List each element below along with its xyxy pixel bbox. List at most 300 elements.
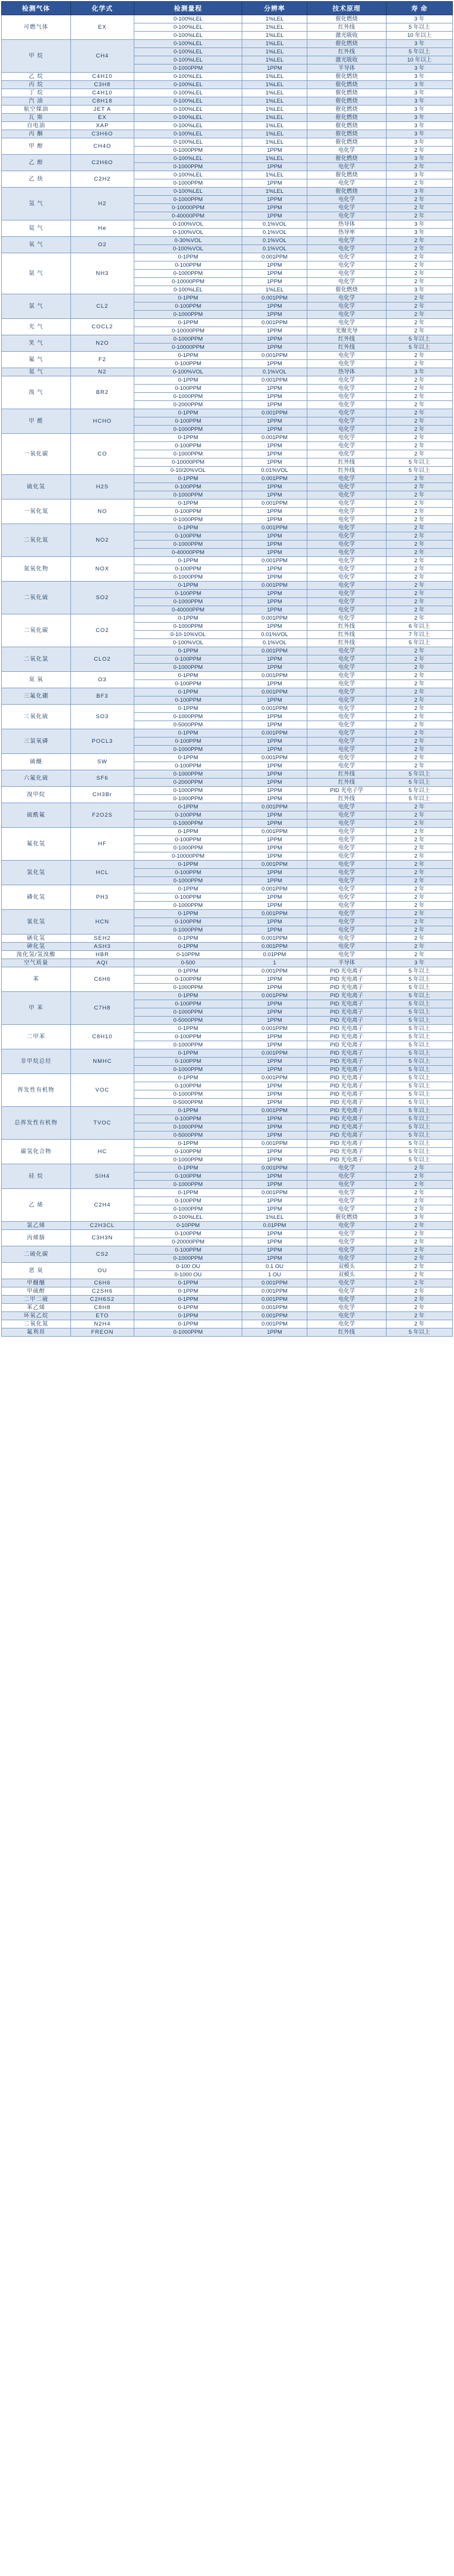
cell-resolution: 0.1%VOL <box>242 245 307 253</box>
table-row <box>2 582 453 590</box>
cell-resolution: 1PPM <box>242 696 307 705</box>
cell-technology: 催化燃烧 <box>307 89 386 97</box>
cell-technology: 催化燃烧 <box>307 286 386 294</box>
cell-measuring-range: 0-100%LEL <box>134 56 242 64</box>
cell-technology: 电化学 <box>307 163 386 171</box>
cell-lifespan: 2 年 <box>386 319 452 327</box>
cell-lifespan: 2 年 <box>386 705 452 713</box>
cell-gas-name: 非甲烷总烃 <box>2 1049 71 1074</box>
table-row <box>2 787 453 795</box>
cell-measuring-range: 0-1000PPM <box>134 795 242 803</box>
cell-gas-name: 汽 油 <box>2 97 71 106</box>
cell-technology: 催化燃烧 <box>307 114 386 122</box>
cell-technology: 电化学 <box>307 491 386 499</box>
cell-lifespan: 5 年以上 <box>386 787 452 795</box>
cell-resolution: 1PPM <box>242 508 307 516</box>
cell-gas-name: 三氟化硼 <box>2 688 71 705</box>
cell-measuring-range: 0-100%VOL <box>134 245 242 253</box>
cell-technology: 电化学 <box>307 713 386 721</box>
cell-gas-name: 乙 烷 <box>2 73 71 81</box>
cell-technology: 电化学 <box>307 524 386 532</box>
cell-resolution: 0.001PPM <box>242 253 307 261</box>
cell-lifespan: 5 年以上 <box>386 1328 452 1337</box>
cell-resolution: 1PPM <box>242 541 307 549</box>
cell-gas-name: 笑 气 <box>2 335 71 352</box>
cell-gas-name: 甲 苯 <box>2 992 71 1025</box>
cell-measuring-range: 0-100%LEL <box>134 73 242 81</box>
cell-lifespan: 3 年 <box>386 138 452 147</box>
cell-lifespan: 5 年以上 <box>386 1082 452 1090</box>
cell-chemical-formula: C6H6 <box>70 967 134 992</box>
table-row <box>2 1164 453 1173</box>
cell-lifespan: 2 年 <box>386 147 452 155</box>
cell-resolution: 1PPM <box>242 147 307 155</box>
cell-measuring-range: 0-5000PPM <box>134 1131 242 1140</box>
cell-technology: 电化学 <box>307 393 386 401</box>
cell-resolution: 0.001PPM <box>242 943 307 951</box>
table-row <box>2 729 453 738</box>
cell-technology: 电化学 <box>307 1287 386 1296</box>
cell-lifespan: 5 年以上 <box>386 1058 452 1066</box>
cell-lifespan: 2 年 <box>386 352 452 360</box>
cell-measuring-range: 0-1PPM <box>134 1304 242 1312</box>
cell-measuring-range: 0-1PPM <box>134 434 242 442</box>
cell-lifespan: 2 年 <box>386 721 452 729</box>
cell-gas-name: 甲 醛 <box>2 409 71 434</box>
cell-gas-name: 氨 气 <box>2 253 71 294</box>
cell-resolution: 1PPM <box>242 458 307 467</box>
cell-resolution: 1PPM <box>242 344 307 352</box>
cell-lifespan: 3 年 <box>386 106 452 114</box>
cell-measuring-range: 0-100PPM <box>134 893 242 902</box>
cell-resolution: 0.001PPM <box>242 1140 307 1148</box>
cell-measuring-range: 0-1PPM <box>134 1025 242 1033</box>
cell-measuring-range: 0-40000PPM <box>134 549 242 557</box>
cell-measuring-range: 0-1PPM <box>134 672 242 680</box>
cell-measuring-range: 0-100%LEL <box>134 15 242 23</box>
table-row <box>2 1025 453 1033</box>
cell-lifespan: 5 年以上 <box>386 335 452 344</box>
table-row <box>2 828 453 836</box>
cell-resolution: 1PPM <box>242 270 307 278</box>
cell-technology: 催化燃烧 <box>307 1214 386 1222</box>
cell-gas-name: 硒化氢 <box>2 934 71 943</box>
table-row <box>2 376 453 385</box>
cell-measuring-range: 0-1PPM <box>134 557 242 565</box>
cell-technology: 电化学 <box>307 828 386 836</box>
cell-measuring-range: 0-1000PPM <box>134 746 242 754</box>
cell-chemical-formula: JET A <box>70 106 134 114</box>
cell-resolution: 0.1 OU <box>242 1263 307 1271</box>
cell-lifespan: 5 年以上 <box>386 1099 452 1107</box>
cell-resolution: 1PPM <box>242 1115 307 1123</box>
cell-gas-name: 硫化氢 <box>2 475 71 499</box>
cell-technology: 电化学 <box>307 401 386 409</box>
cell-technology: 电化学 <box>307 680 386 688</box>
cell-technology: 电化学 <box>307 212 386 220</box>
cell-gas-name: 氯化氢 <box>2 861 71 885</box>
cell-technology: 电化学 <box>307 902 386 910</box>
table-row <box>2 1279 453 1287</box>
cell-technology: 催化燃烧 <box>307 40 386 48</box>
cell-chemical-formula: XAP <box>70 122 134 130</box>
cell-resolution: 0.01%VOL <box>242 467 307 475</box>
cell-resolution: 1%LEL <box>242 32 307 40</box>
cell-lifespan: 5 年以上 <box>386 1074 452 1082</box>
cell-technology: 电化学 <box>307 1255 386 1263</box>
cell-measuring-range: 0-100%LEL <box>134 81 242 89</box>
cell-measuring-range: 0-1PPM <box>134 294 242 303</box>
table-row <box>2 434 453 442</box>
cell-resolution: 1PPM <box>242 738 307 746</box>
cell-gas-name: 三氧化硫 <box>2 705 71 729</box>
cell-measuring-range: 0-5000PPM <box>134 721 242 729</box>
cell-technology: 电化学 <box>307 196 386 204</box>
cell-measuring-range: 0-1PPM <box>134 934 242 943</box>
cell-resolution: 0.1%VOL <box>242 229 307 237</box>
cell-measuring-range: 0-1000PPM <box>134 1205 242 1214</box>
cell-resolution: 1PPM <box>242 401 307 409</box>
cell-measuring-range: 0-1000PPM <box>134 770 242 779</box>
cell-resolution: 1PPM <box>242 1058 307 1066</box>
cell-lifespan: 10 年以上 <box>386 56 452 64</box>
cell-resolution: 0.001PPM <box>242 376 307 385</box>
cell-lifespan: 3 年 <box>386 81 452 89</box>
cell-lifespan: 2 年 <box>386 696 452 705</box>
gas-detection-spec-sheet <box>0 1 454 1337</box>
cell-resolution: 0.001PPM <box>242 885 307 893</box>
cell-technology: 电化学 <box>307 606 386 614</box>
cell-lifespan: 2 年 <box>386 680 452 688</box>
cell-measuring-range: 0-1PPM <box>134 1296 242 1304</box>
cell-gas-name: 氦 气 <box>2 220 71 237</box>
cell-technology: 电化学 <box>307 253 386 261</box>
cell-measuring-range: 0-100PPM <box>134 1000 242 1008</box>
table-row <box>2 352 453 360</box>
table-row <box>2 1246 453 1255</box>
cell-technology: 电化学 <box>307 1312 386 1320</box>
cell-lifespan: 3 年 <box>386 64 452 73</box>
cell-lifespan: 5 年以上 <box>386 1115 452 1123</box>
cell-resolution: 1%LEL <box>242 106 307 114</box>
cell-lifespan: 2 年 <box>386 902 452 910</box>
cell-technology: PID 光电子学 <box>307 787 386 795</box>
cell-measuring-range: 0-1PPM <box>134 967 242 976</box>
cell-technology: 电化学 <box>307 803 386 811</box>
cell-chemical-formula: CO <box>70 434 134 475</box>
cell-technology: PID 光电离子 <box>307 1008 386 1017</box>
cell-measuring-range: 0-100PPM <box>134 532 242 541</box>
cell-measuring-range: 0-100PPM <box>134 738 242 746</box>
cell-technology: PID 光电离子 <box>307 1090 386 1099</box>
cell-resolution: 0.001PPM <box>242 1296 307 1304</box>
table-row <box>2 499 453 508</box>
cell-lifespan: 2 年 <box>386 1255 452 1263</box>
cell-technology: PID 光电离子 <box>307 1033 386 1041</box>
cell-resolution: 1PPM <box>242 836 307 844</box>
cell-resolution: 1PPM <box>242 64 307 73</box>
cell-resolution: 0.001PPM <box>242 1025 307 1033</box>
cell-technology: 红外线 <box>307 631 386 639</box>
cell-measuring-range: 0-1PPM <box>134 319 242 327</box>
cell-gas-name: 氢 气 <box>2 188 71 220</box>
cell-technology: 电化学 <box>307 1205 386 1214</box>
cell-resolution: 0.001PPM <box>242 1049 307 1058</box>
cell-resolution: 1%LEL <box>242 188 307 196</box>
cell-chemical-formula: C2H6O <box>70 155 134 171</box>
cell-lifespan: 2 年 <box>386 754 452 762</box>
cell-resolution: 1PPM <box>242 926 307 934</box>
table-row <box>2 934 453 943</box>
cell-measuring-range: 0-1000PPM <box>134 163 242 171</box>
cell-measuring-range: 0-1000PPM <box>134 491 242 499</box>
cell-lifespan: 2 年 <box>386 885 452 893</box>
cell-resolution: 0.001PPM <box>242 910 307 918</box>
cell-technology: 电化学 <box>307 885 386 893</box>
table-row <box>2 138 453 147</box>
cell-resolution: 1PPM <box>242 918 307 926</box>
cell-chemical-formula: C3H3N <box>70 1230 134 1246</box>
table-row <box>2 1328 453 1337</box>
cell-resolution: 1PPM <box>242 869 307 877</box>
cell-lifespan: 3 年 <box>386 155 452 163</box>
cell-gas-name: 氰化氢 <box>2 910 71 934</box>
cell-resolution: 1%LEL <box>242 56 307 64</box>
cell-resolution: 1PPM <box>242 204 307 212</box>
cell-lifespan: 2 年 <box>386 278 452 286</box>
cell-resolution: 0.001PPM <box>242 754 307 762</box>
cell-measuring-range: 0-1PPM <box>134 729 242 738</box>
cell-resolution: 1PPM <box>242 606 307 614</box>
cell-gas-name: 丙 酮 <box>2 130 71 138</box>
cell-resolution: 0.001PPM <box>242 1312 307 1320</box>
cell-technology: 催化燃烧 <box>307 81 386 89</box>
cell-lifespan: 2 年 <box>386 303 452 311</box>
cell-gas-name: 碳氢化合物 <box>2 1140 71 1164</box>
cell-measuring-range: 0-1000PPM <box>134 311 242 319</box>
cell-technology: PID 光电离子 <box>307 1131 386 1140</box>
cell-gas-name: 甲 烷 <box>2 40 71 73</box>
cell-measuring-range: 0-100%LEL <box>134 188 242 196</box>
cell-measuring-range: 0-1000PPM <box>134 541 242 549</box>
table-row <box>2 672 453 680</box>
cell-gas-name: 二氧化硫 <box>2 582 71 614</box>
cell-technology: 电化学 <box>307 590 386 598</box>
cell-resolution: 0.001PPM <box>242 524 307 532</box>
cell-chemical-formula: CO2 <box>70 614 134 647</box>
cell-resolution: 1PPM <box>242 893 307 902</box>
cell-resolution: 1PPM <box>242 360 307 368</box>
cell-technology: 催化燃烧 <box>307 171 386 179</box>
cell-measuring-range: 0-1PPM <box>134 376 242 385</box>
cell-measuring-range: 0-2000PPM <box>134 779 242 787</box>
table-row <box>2 614 453 623</box>
cell-measuring-range: 0-100PPM <box>134 303 242 311</box>
cell-technology: 电化学 <box>307 417 386 426</box>
cell-technology: 电化学 <box>307 376 386 385</box>
cell-lifespan: 3 年 <box>386 130 452 138</box>
col-header-technology: 技术原理 <box>307 2 386 15</box>
cell-gas-name: 氯 气 <box>2 294 71 319</box>
cell-measuring-range: 0-100PPM <box>134 1033 242 1041</box>
cell-technology: 催化燃烧 <box>307 15 386 23</box>
cell-resolution: 0.1%VOL <box>242 368 307 376</box>
cell-chemical-formula: SW <box>70 754 134 770</box>
cell-measuring-range: 0-100%LEL <box>134 97 242 106</box>
cell-measuring-range: 0-10000PPM <box>134 204 242 212</box>
cell-technology: 催化燃烧 <box>307 138 386 147</box>
cell-technology: 电化学 <box>307 1173 386 1181</box>
cell-technology: 双模头 <box>307 1263 386 1271</box>
cell-technology: 电化学 <box>307 508 386 516</box>
cell-technology: PID 光电离子 <box>307 1000 386 1008</box>
cell-resolution: 1PPM <box>242 877 307 885</box>
table-row <box>2 15 453 23</box>
cell-technology: 电化学 <box>307 549 386 557</box>
cell-measuring-range: 0-100PPM <box>134 762 242 770</box>
cell-chemical-formula: C4H10 <box>70 89 134 97</box>
table-row <box>2 951 453 959</box>
cell-measuring-range: 0-100%LEL <box>134 32 242 40</box>
cell-technology: 电化学 <box>307 179 386 188</box>
cell-chemical-formula: F2O2S <box>70 803 134 828</box>
cell-resolution: 1PPM <box>242 393 307 401</box>
table-row <box>2 967 453 976</box>
cell-technology: 电化学 <box>307 1246 386 1255</box>
cell-measuring-range: 0-1000PPM <box>134 664 242 672</box>
cell-gas-name: 丁 烷 <box>2 89 71 97</box>
cell-lifespan: 5 年以上 <box>386 1123 452 1131</box>
cell-technology: 红外线 <box>307 795 386 803</box>
cell-resolution: 0.001PPM <box>242 319 307 327</box>
cell-lifespan: 2 年 <box>386 179 452 188</box>
cell-technology: 电化学 <box>307 499 386 508</box>
cell-resolution: 1%LEL <box>242 97 307 106</box>
table-row <box>2 475 453 483</box>
cell-measuring-range: 0-40000PPM <box>134 606 242 614</box>
cell-technology: 电化学 <box>307 1222 386 1230</box>
cell-resolution: 1PPM <box>242 417 307 426</box>
cell-measuring-range: 0-1000PPM <box>134 573 242 582</box>
cell-technology: 电化学 <box>307 877 386 885</box>
cell-technology: PID 光电离子 <box>307 967 386 976</box>
cell-technology: 电化学 <box>307 442 386 450</box>
cell-technology: 红外线 <box>307 779 386 787</box>
cell-technology: 电化学 <box>307 910 386 918</box>
cell-lifespan: 5 年以上 <box>386 1025 452 1033</box>
cell-technology: 红外线 <box>307 458 386 467</box>
cell-resolution: 1PPM <box>242 1156 307 1164</box>
cell-measuring-range: 0-1PPM <box>134 861 242 869</box>
cell-measuring-range: 0-1PPM <box>134 253 242 261</box>
cell-chemical-formula: EX <box>70 15 134 40</box>
cell-resolution: 1PPM <box>242 450 307 458</box>
cell-measuring-range: 0-1000PPM <box>134 147 242 155</box>
cell-measuring-range: 0-100PPM <box>134 1082 242 1090</box>
cell-measuring-range: 0-100%VOL <box>134 220 242 229</box>
cell-chemical-formula: C6H6 <box>70 1279 134 1287</box>
cell-measuring-range: 0-1000PPM <box>134 1328 242 1337</box>
cell-resolution: 1PPM <box>242 746 307 754</box>
cell-measuring-range: 0-100%LEL <box>134 122 242 130</box>
cell-resolution: 0.01PPM <box>242 1222 307 1230</box>
cell-resolution: 1PPM <box>242 811 307 820</box>
cell-measuring-range: 0-100PPM <box>134 508 242 516</box>
cell-technology: 红外线 <box>307 770 386 779</box>
cell-lifespan: 2 年 <box>386 450 452 458</box>
cell-gas-name: 一氧化碳 <box>2 434 71 475</box>
cell-lifespan: 2 年 <box>386 672 452 680</box>
cell-lifespan: 2 年 <box>386 245 452 253</box>
cell-lifespan: 5 年以上 <box>386 639 452 647</box>
table-row <box>2 220 453 229</box>
table-row <box>2 171 453 179</box>
cell-lifespan: 2 年 <box>386 1287 452 1296</box>
cell-measuring-range: 0-100%LEL <box>134 114 242 122</box>
cell-technology: PID 光电离子 <box>307 984 386 992</box>
cell-measuring-range: 0-10PPM <box>134 951 242 959</box>
cell-measuring-range: 0-1000PPM <box>134 598 242 606</box>
cell-technology: 红外线 <box>307 623 386 631</box>
cell-gas-name: 一氧化氮 <box>2 499 71 524</box>
cell-lifespan: 3 年 <box>386 171 452 179</box>
cell-resolution: 1PPM <box>242 1041 307 1049</box>
table-row <box>2 1189 453 1197</box>
cell-gas-name: 甲醚醚 <box>2 1279 71 1287</box>
cell-lifespan: 2 年 <box>386 606 452 614</box>
cell-lifespan: 2 年 <box>386 811 452 820</box>
cell-technology: PID 光电离子 <box>307 1148 386 1156</box>
cell-technology: 电化学 <box>307 565 386 573</box>
cell-measuring-range: 0-1000PPM <box>134 393 242 401</box>
cell-resolution: 1PPM <box>242 590 307 598</box>
cell-resolution: 1PPM <box>242 664 307 672</box>
cell-resolution: 0.001PPM <box>242 672 307 680</box>
cell-technology: 电化学 <box>307 844 386 852</box>
cell-chemical-formula: ETO <box>70 1312 134 1320</box>
cell-technology: 电化学 <box>307 811 386 820</box>
cell-technology: PID 光电离子 <box>307 1049 386 1058</box>
cell-technology: PID 光电离子 <box>307 1025 386 1033</box>
cell-lifespan: 2 年 <box>386 1312 452 1320</box>
cell-lifespan: 2 年 <box>386 524 452 532</box>
cell-measuring-range: 0-30%VOL <box>134 237 242 245</box>
cell-resolution: 1PPM <box>242 532 307 541</box>
cell-measuring-range: 0-1PPM <box>134 1287 242 1296</box>
cell-technology: PID 光电离子 <box>307 1156 386 1164</box>
cell-chemical-formula: NOX <box>70 557 134 582</box>
cell-chemical-formula: C2H2 <box>70 171 134 188</box>
cell-gas-name: 航空煤油 <box>2 106 71 114</box>
cell-chemical-formula: N2O <box>70 335 134 352</box>
cell-lifespan: 3 年 <box>386 73 452 81</box>
cell-chemical-formula: SIH4 <box>70 1164 134 1189</box>
cell-technology: 电化学 <box>307 385 386 393</box>
cell-chemical-formula: C3H8 <box>70 81 134 89</box>
cell-gas-name: 瓦 斯 <box>2 114 71 122</box>
cell-technology: PID 光电离子 <box>307 1058 386 1066</box>
cell-technology: 电化学 <box>307 1189 386 1197</box>
cell-measuring-range: 0-100%VOL <box>134 639 242 647</box>
cell-chemical-formula: O2 <box>70 237 134 253</box>
cell-technology: 电化学 <box>307 926 386 934</box>
table-row <box>2 705 453 713</box>
cell-resolution: 1PPM <box>242 1123 307 1131</box>
cell-technology: 电化学 <box>307 746 386 754</box>
cell-measuring-range: 0-1000PPM <box>134 984 242 992</box>
cell-technology: 电化学 <box>307 261 386 270</box>
cell-technology: 电化学 <box>307 352 386 360</box>
